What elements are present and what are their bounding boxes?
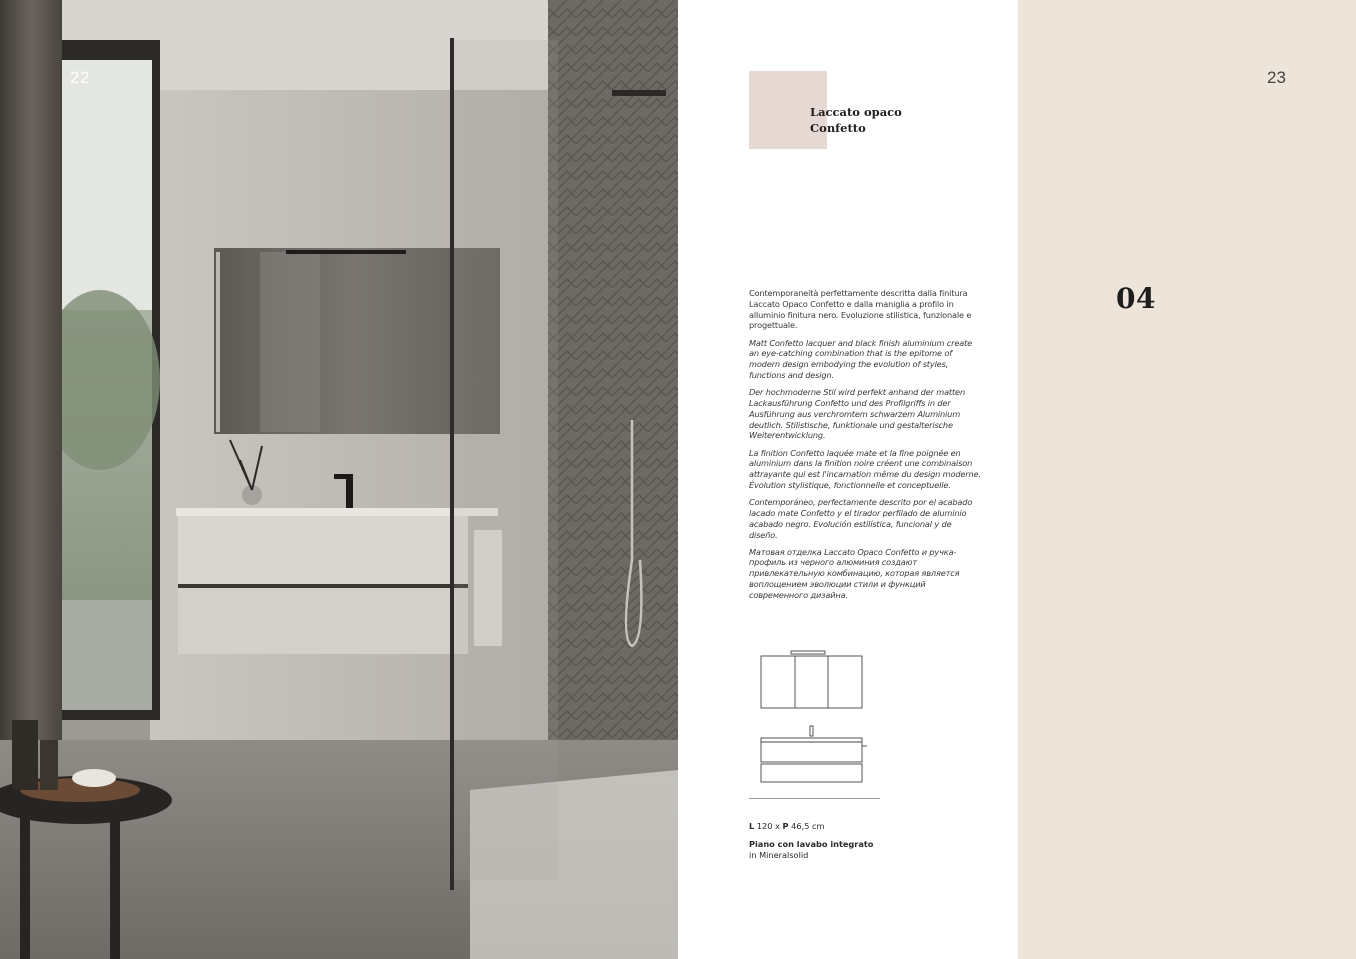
top-description (749, 839, 873, 861)
finish-title-line2: Confetto (810, 121, 866, 135)
description-es: Contemporáneo, perfectamente descrito por el acabado lacado mate Confetto y el tirador perfilado de aluminio acabado negro. Evolución estilística, funcional y de diseño. (749, 497, 973, 540)
description-ru: Матовая отделка Laccato Opaco Confetto и ручка-профиль из черного алюминия создают привлекательную комбинацию, которая является воплощением эволюции стили и функций современного дизайна. (749, 546, 960, 600)
description-block (749, 288, 981, 607)
dim-l-label: L (749, 821, 755, 831)
finish-title-line1: Laccato opaco (810, 105, 902, 119)
finish-title (810, 104, 950, 136)
dimensions (749, 821, 825, 831)
technical-drawings (749, 648, 889, 808)
page-number-left: 22 (70, 68, 90, 87)
description-en: Matt Confetto lacquer and black finish aluminium create an eye-catching combination that is the epitome of modern design embodying the evolution of styles, functions and design. (749, 337, 973, 380)
mirror-cabinet-drawing (761, 651, 862, 708)
description-it: Contemporaneità perfettamente descritta dalla finitura Laccato Opaco Confetto e dalla maniglia a profilo in alluminio finitura nero. Evoluzione stilistica, funzionale e progettuale. (749, 288, 972, 331)
dim-x: x (775, 821, 780, 831)
top-line2: in Mineralsolid (749, 850, 809, 860)
description-fr: La finition Confetto laquée mate et la fine poignée en aluminium dans la finition noire créent une combinaison attrayante qui est l'incarnation même du design moderne. Évolution stylistique, fonctionnelle et conceptuelle. (749, 447, 981, 490)
dim-unit: cm (812, 821, 825, 831)
divider-rule (749, 798, 880, 799)
dim-p-label: P (782, 821, 789, 831)
page-number-right: 23 (1267, 68, 1286, 87)
text-page (678, 0, 1018, 959)
chapter-number: 04 (1116, 282, 1156, 315)
description-de: Der hochmoderne Stil wird perfekt anhand der matten Lackausführung Confetto und des Profilgriffs in der Ausführung aus verchromtem schwarzem Aluminium deutlich. Stilistische, funktionale und gestalterische Weiterentwicklung. (749, 387, 965, 441)
dim-p-value: 46,5 (791, 821, 810, 831)
vanity-drawing (761, 726, 867, 782)
top-line1: Piano con lavabo integrato (749, 839, 874, 849)
dim-l-value: 120 (756, 821, 773, 831)
chapter-band (1018, 0, 1356, 959)
